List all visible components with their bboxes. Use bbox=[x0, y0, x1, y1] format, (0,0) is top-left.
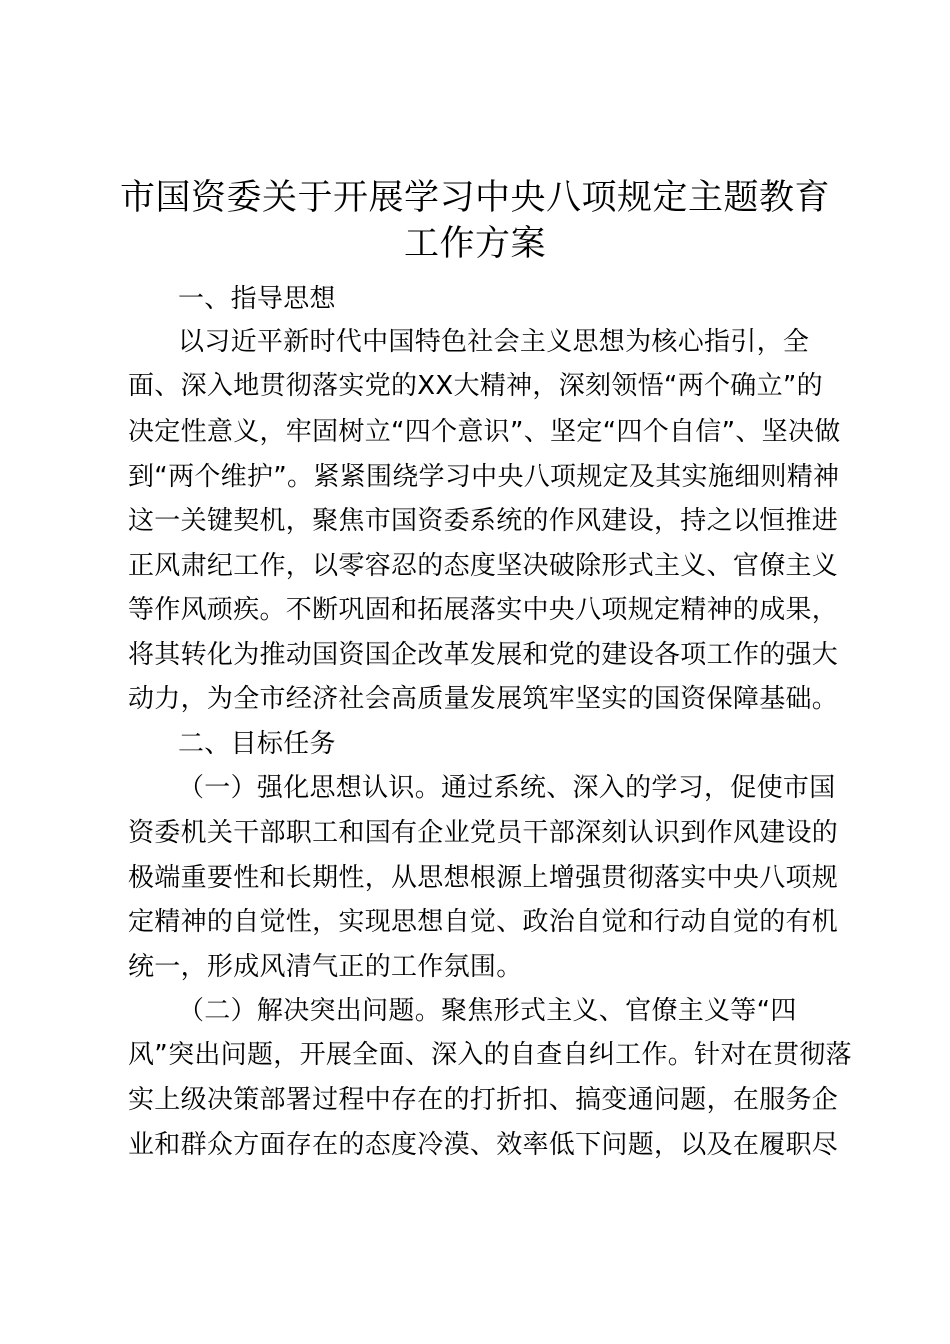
section-heading-guiding-ideology: 一、指导思想 bbox=[178, 284, 336, 314]
paragraph-line: 到“两个维护”。紧紧围绕学习中央八项规定及其实施细则精神 bbox=[128, 462, 840, 492]
subsection-line: （一）强化思想认识。通过系统、深入的学习，促使市国 bbox=[178, 773, 836, 803]
document-title-line-2: 工作方案 bbox=[403, 224, 546, 264]
subsection-line: 实上级决策部署过程中存在的打折扣、搞变通问题，在服务企 bbox=[128, 1085, 839, 1115]
paragraph-line: 以习近平新时代中国特色社会主义思想为核心指引，全 bbox=[178, 327, 810, 357]
paragraph-line: 这一关键契机，聚焦市国资委系统的作风建设，持之以恒推进 bbox=[128, 506, 839, 536]
paragraph-line: 面、深入地贯彻落实党的XX大精神，深刻领悟“两个确立”的 bbox=[128, 371, 823, 401]
paragraph-line: 将其转化为推动国资国企改革发展和党的建设各项工作的强大 bbox=[128, 640, 839, 670]
paragraph-line: 决定性意义，牢固树立“四个意识”、坚定“四个自信”、坚决做 bbox=[128, 417, 841, 447]
section-heading-goals-tasks: 二、目标任务 bbox=[178, 729, 336, 759]
document-title-line-1: 市国资委关于开展学习中央八项规定主题教育 bbox=[119, 178, 830, 218]
subsection-line: 极端重要性和长期性，从思想根源上增强贯彻落实中央八项规 bbox=[128, 863, 839, 893]
paragraph-line: 等作风顽疾。不断巩固和拓展落实中央八项规定精神的成果， bbox=[128, 595, 839, 625]
subsection-line: 定精神的自觉性，实现思想自觉、政治自觉和行动自觉的有机 bbox=[128, 907, 839, 937]
subsection-line: 风”突出问题，开展全面、深入的自查自纠工作。针对在贯彻落 bbox=[128, 1040, 852, 1070]
paragraph-line: 正风肃纪工作，以零容忍的态度坚决破除形式主义、官僚主义 bbox=[128, 551, 839, 581]
subsection-line: （二）解决突出问题。聚焦形式主义、官僚主义等“四 bbox=[178, 996, 797, 1026]
subsection-line: 资委机关干部职工和国有企业党员干部深刻认识到作风建设的 bbox=[128, 818, 839, 848]
subsection-line: 统一，形成风清气正的工作氛围。 bbox=[128, 952, 523, 982]
subsection-line: 业和群众方面存在的态度冷漠、效率低下问题，以及在履职尽 bbox=[128, 1130, 839, 1160]
paragraph-line: 动力，为全市经济社会高质量发展筑牢坚实的国资保障基础。 bbox=[128, 684, 839, 714]
